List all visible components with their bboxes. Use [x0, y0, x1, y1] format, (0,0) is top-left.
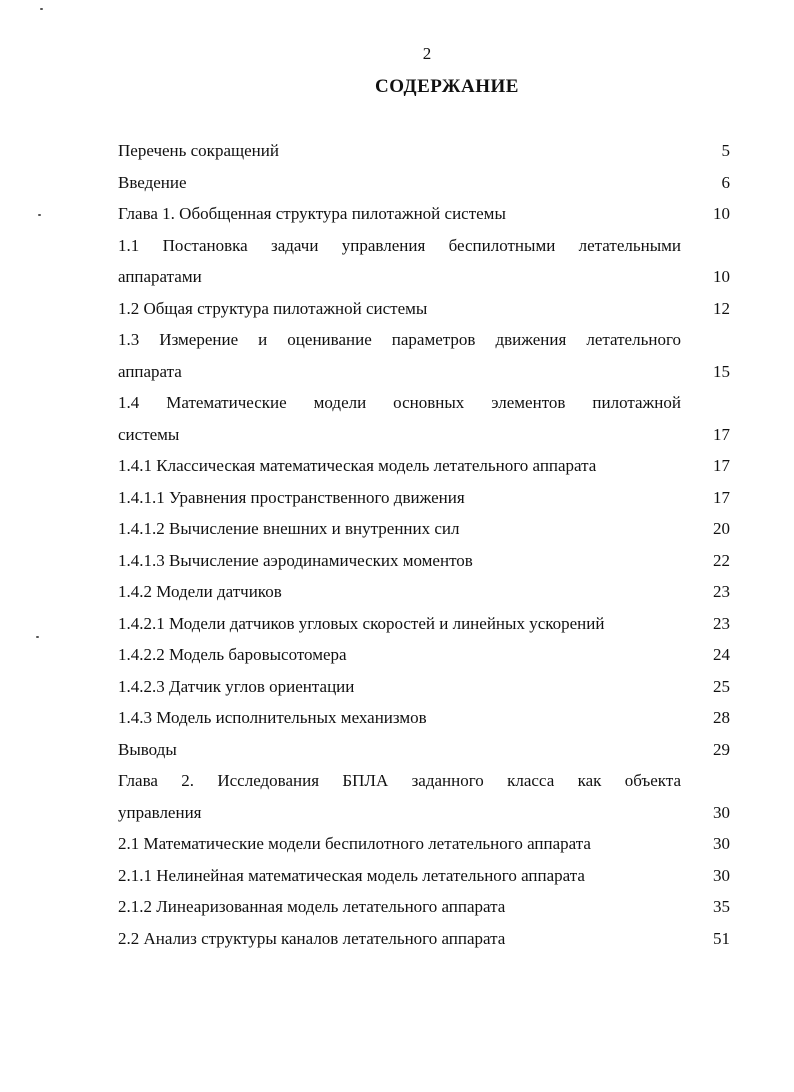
toc-entry-text: системы — [118, 424, 180, 444]
toc-entry-page: 23 — [713, 613, 730, 633]
page-title: СОДЕРЖАНИЕ — [375, 76, 519, 97]
toc-entry-text: 1.4.1.1 Уравнения пространственного движения — [118, 487, 465, 507]
toc-entry-text: 2.1.1 Нелинейная математическая модель летательного аппарата — [118, 865, 585, 885]
toc-entry-page: 35 — [713, 897, 730, 916]
toc-entry-text: 1.4.1 Классическая математическая модель летательного аппарата — [118, 456, 597, 475]
toc-entry-text: Глава 2. Исследования БПЛА заданного класса как объекта — [118, 771, 681, 790]
toc-entry-text: 1.4.1.3 Вычисление аэродинамических моментов — [118, 550, 473, 570]
scan-mark — [38, 214, 41, 216]
toc-entry-page: 17 — [713, 487, 730, 507]
toc-entry-page: 5 — [721, 141, 730, 160]
toc-entry-page: 17 — [713, 424, 730, 444]
toc-entry-page: 10 — [713, 204, 730, 223]
toc-entry-text: аппарата — [118, 361, 182, 381]
toc-entry-page: 28 — [713, 708, 730, 727]
scan-mark — [40, 8, 43, 10]
toc-entry-text: 1.3 Измерение и оценивание параметров движения летательного — [118, 330, 681, 349]
toc-entry-text: 1.2 Общая структура пилотажной системы — [118, 298, 428, 318]
toc-entry-text: 2.1 Математические модели беспилотного летательного аппарата — [118, 834, 591, 853]
toc-entry-text: Выводы — [118, 739, 177, 759]
toc-entry-text: Перечень сокращений — [118, 141, 279, 160]
toc-entry-page: 20 — [713, 519, 730, 538]
toc-entry-text: 1.4.1.2 Вычисление внешних и внутренних сил — [118, 519, 460, 538]
toc-entry-page: 10 — [713, 267, 730, 286]
toc-entry-page: 30 — [713, 834, 730, 853]
toc-entry-page: 22 — [713, 550, 730, 570]
toc-entry-page: 12 — [713, 298, 730, 318]
toc-entry-page: 51 — [713, 928, 730, 948]
toc-entry-text: 1.4.2 Модели датчиков — [118, 582, 282, 601]
toc-entry-page: 24 — [713, 645, 730, 664]
toc-entry-text: 2.1.2 Линеаризованная модель летательного аппарата — [118, 897, 506, 916]
toc-entry-page: 23 — [713, 582, 730, 601]
toc-entry-page: 6 — [721, 172, 730, 192]
toc-entry-page: 29 — [713, 739, 730, 759]
toc-entry-page: 30 — [713, 865, 730, 885]
toc-entry-page: 15 — [713, 361, 730, 381]
toc-entry-text: Введение — [118, 172, 187, 192]
toc-entry-text: 1.4.2.3 Датчик углов ориентации — [118, 676, 355, 696]
toc-entry-text: управления — [118, 802, 202, 822]
toc-entry-text: аппаратами — [118, 267, 202, 286]
toc-entry-page: 30 — [713, 802, 730, 822]
toc-entry-text: 1.4.3 Модель исполнительных механизмов — [118, 708, 427, 727]
toc-entry-page: 25 — [713, 676, 730, 696]
toc-entry-text: 1.1 Постановка задачи управления беспилотными летательными — [118, 235, 681, 255]
toc-entry-text: Глава 1. Обобщенная структура пилотажной системы — [118, 204, 506, 223]
toc-entry-text: 1.4.2.2 Модель баровысотомера — [118, 645, 347, 664]
scan-mark — [36, 636, 39, 638]
toc-entry-text: 2.2 Анализ структуры каналов летательного аппарата — [118, 928, 506, 948]
toc-entry-text: 1.4.2.1 Модели датчиков угловых скоростей и линейных ускорений — [118, 613, 605, 633]
toc-entry-text: 1.4 Математические модели основных элементов пилотажной — [118, 393, 681, 412]
page-number: 2 — [422, 44, 432, 63]
toc-entry-page: 17 — [713, 456, 730, 475]
